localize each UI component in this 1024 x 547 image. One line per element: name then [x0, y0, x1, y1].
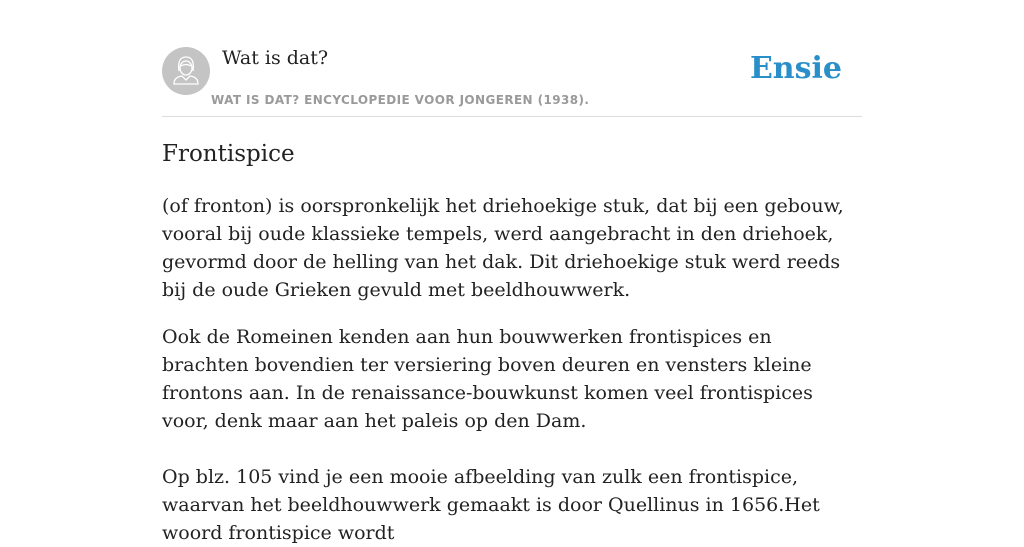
article-paragraph: (of fronton) is oorspronkelijk het driehoekige stuk, dat bij een gebouw, vooral bij oude klassieke tempels, werd aangebracht in den driehoek, gevormd door de helling van het dak. Dit driehoekige stuk werd reeds bij de oude Grieken gevuld met beeldhouwwerk. — [162, 195, 844, 301]
article-paragraph: Ook de Romeinen kenden aan hun bouwwerken frontispices en brachten bovendien ter versiering boven deuren en vensters kleine frontons aan. In de renaissance-bouwkunst komen veel frontispices voor, denk maar aan het paleis op den Dam. — [162, 326, 813, 432]
ensie-logo-link[interactable]: Ensie — [749, 51, 842, 86]
source-subtitle[interactable]: WAT IS DAT? ENCYCLOPEDIE VOOR JONGEREN (1938). — [211, 93, 590, 107]
avatar[interactable] — [162, 47, 210, 95]
source-title[interactable]: Wat is dat? — [222, 47, 329, 69]
article-title: Frontispice — [162, 141, 295, 167]
article — [162, 138, 862, 547]
user-silhouette-icon — [162, 47, 210, 95]
article-paragraph: Op blz. 105 vind je een mooie afbeelding van zulk een frontispice, waarvan het beeldhouwwerk gemaakt is door Quellinus in 1656.Het woord frontispice wordt — [162, 466, 820, 544]
source-header — [162, 46, 862, 117]
